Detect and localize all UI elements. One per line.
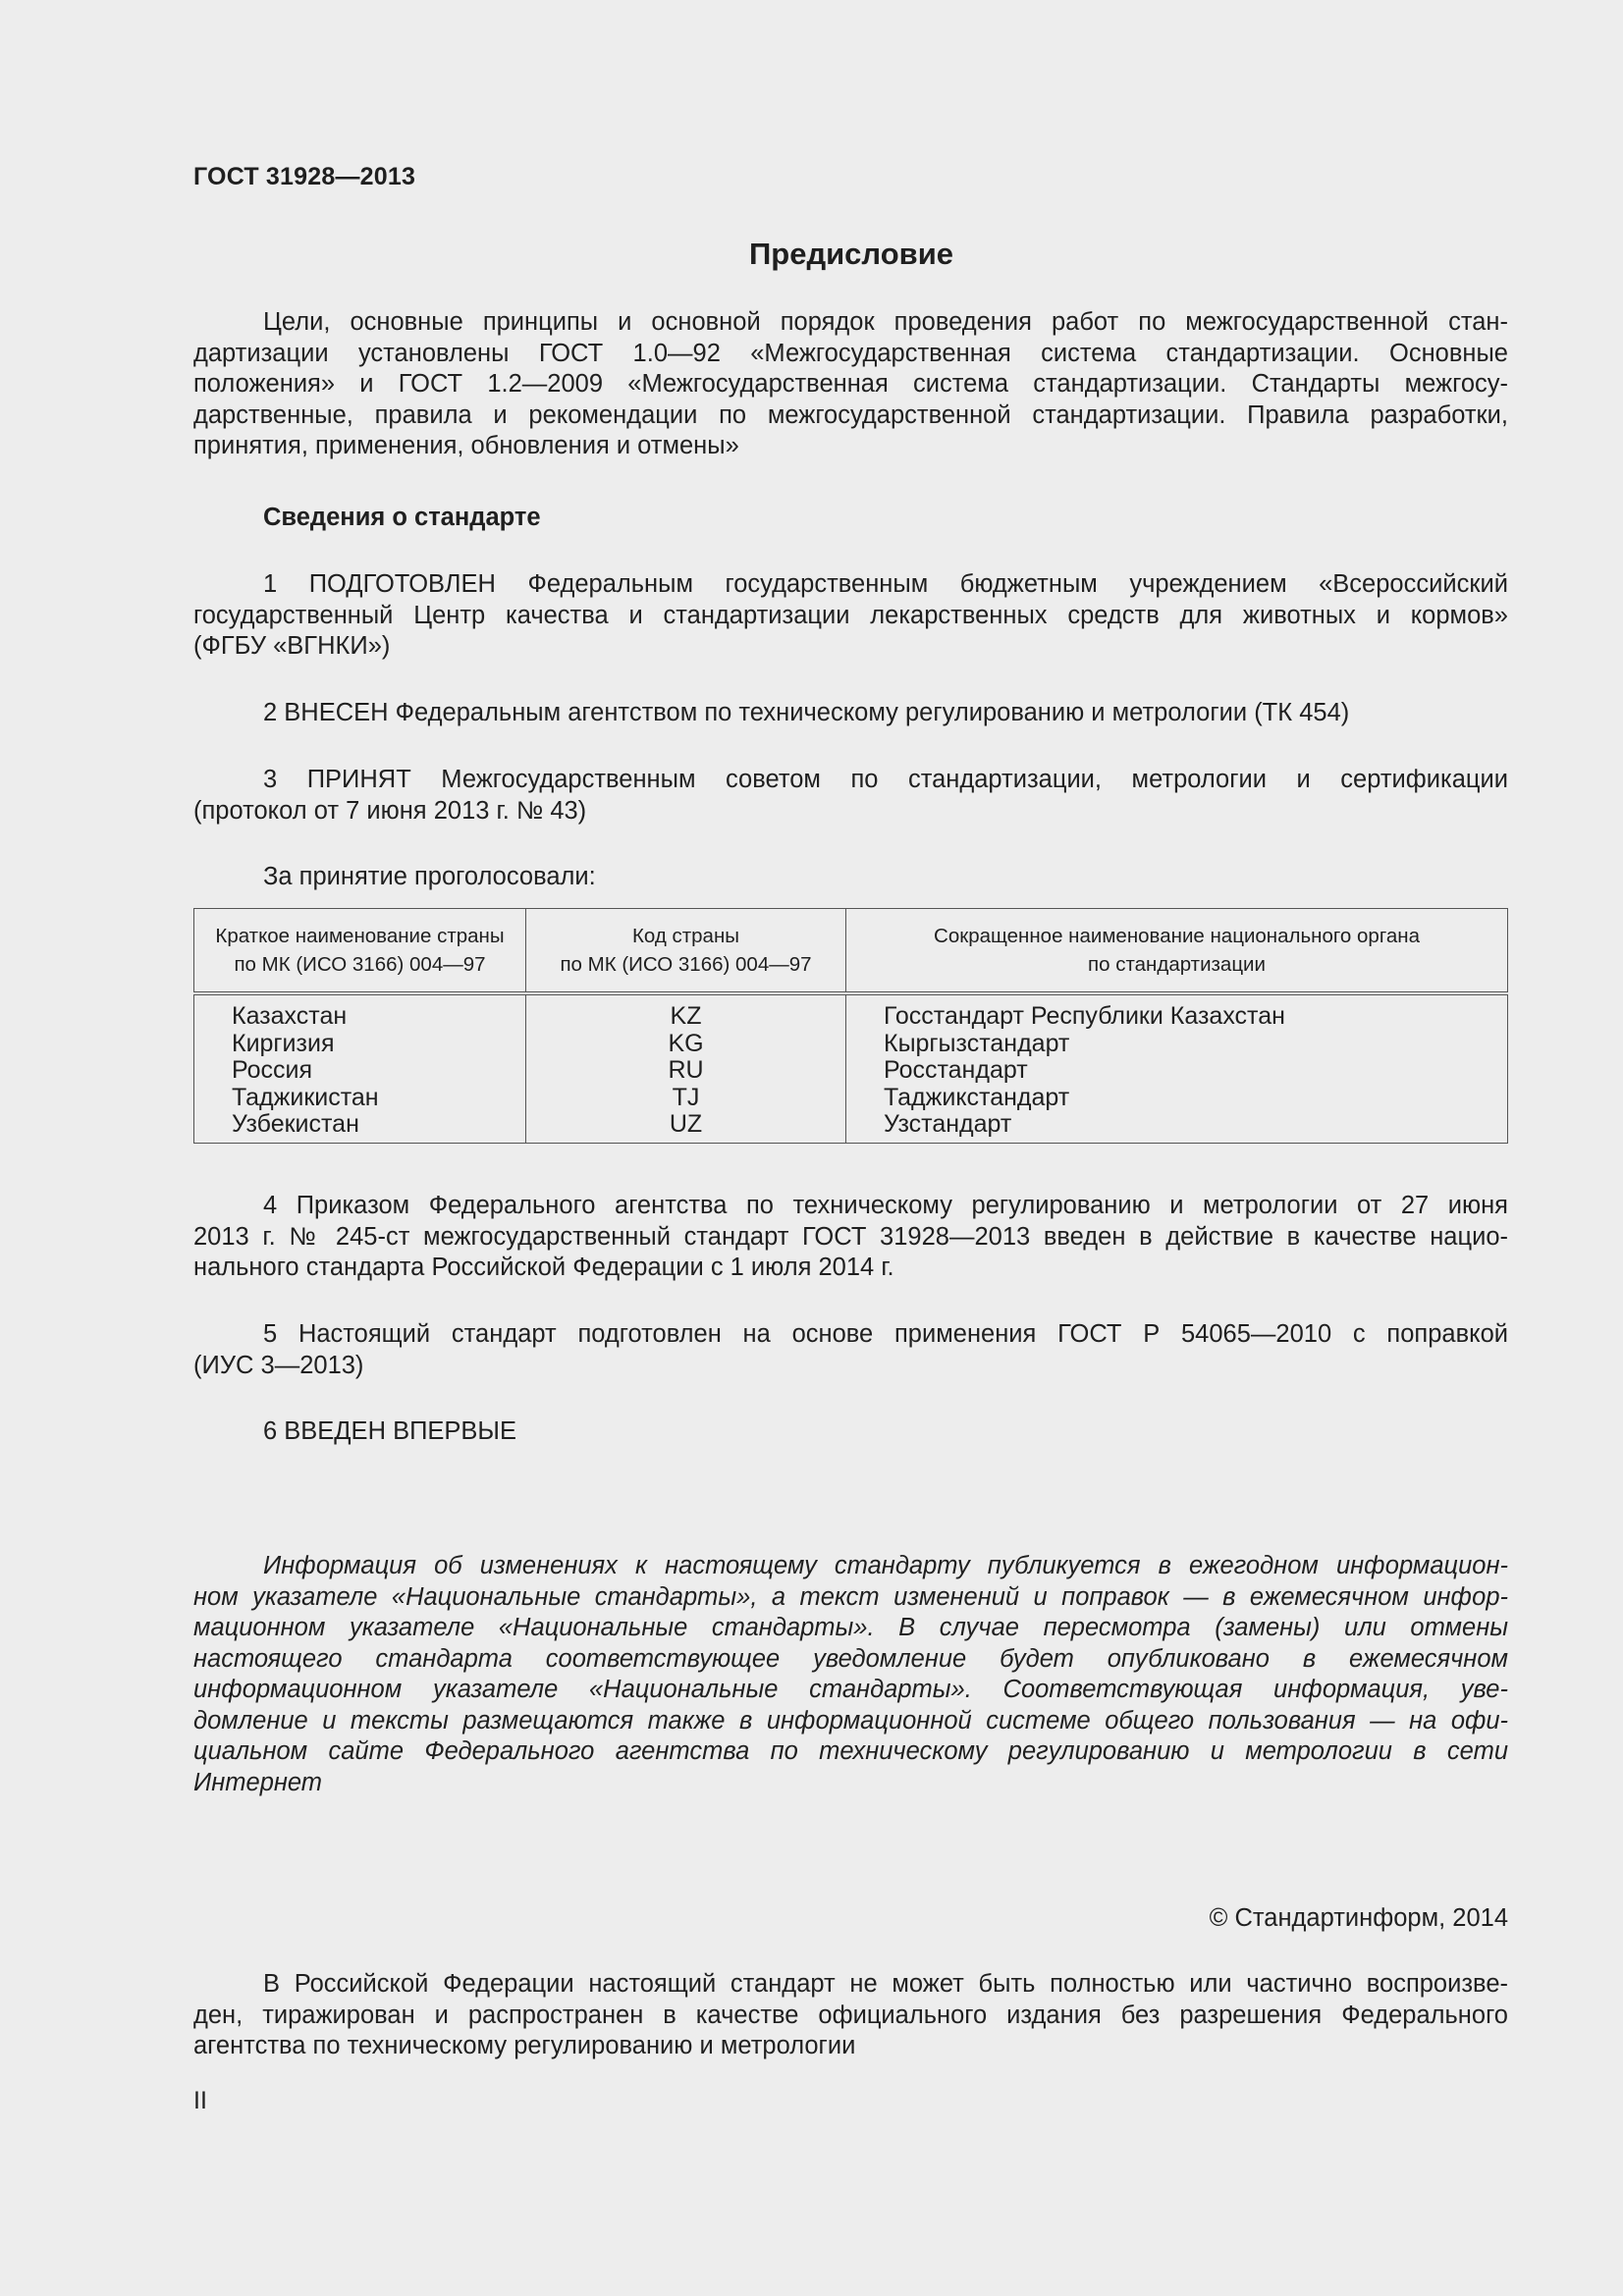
text-line: 5 Настоящий стандарт подготовлен на основе применения ГОСТ Р 54065—2010 с поправкой [263,1320,1508,1348]
text-line: нального стандарта Российской Федерации с 1 июля 2014 г. [193,1254,894,1281]
table-body-row [194,993,1508,1143]
item-1 [193,569,1508,663]
text-line: дартизации установлены ГОСТ 1.0—92 «Межгосударственная система стандартизации. Основные [193,339,1508,367]
text-line: ном указателе «Национальные стандарты», а текст изменений и поправок — в ежемесячном инфор- [193,1582,1508,1611]
item-4 [193,1191,1508,1284]
info-paragraph [193,1551,1508,1798]
item-2 [193,698,1508,729]
text-line: настоящего стандарта соответствующее уведомление будет опубликовано в ежемесячном [193,1644,1508,1673]
rights-paragraph [193,1969,1508,2062]
text-line: 4 Приказом Федерального агентства по техническому регулированию и метрологии от 27 июня [263,1192,1508,1219]
text-line: Цели, основные принципы и основной порядок проведения работ по межгосударственной стан- [263,308,1508,336]
org-name: Узстандарт [884,1110,1012,1138]
text-line: (протокол от 7 июня 2013 г. № 43) [193,796,587,825]
country-code: KG [668,1029,704,1057]
text-line: 2 ВНЕСЕН Федеральным агентством по техническому регулированию и метрологии (ТК 454) [263,699,1350,726]
country-name: Таджикистан [232,1083,379,1111]
header-line: по МК (ИСО 3166) 004—97 [234,953,486,976]
document-header: ГОСТ 31928—2013 [193,163,416,190]
vote-label [193,862,1508,893]
text-line: информационном указателе «Национальные стандарты». Соответствующая информация, уве- [193,1676,1508,1703]
text-line: дарственные, правила и рекомендации по межгосударственной стандартизации. Правила разработки, [193,400,1508,429]
text-line: принятия, применения, обновления и отмены» [193,432,739,459]
org-name: Кыргызстандарт [884,1029,1070,1057]
country-name: Россия [232,1056,312,1084]
column-header-country [194,909,526,994]
vote-table [193,908,1508,1144]
header-line: Краткое наименование страны [215,925,505,947]
page-number: II [193,2087,207,2114]
country-code: KZ [670,1002,702,1030]
header-line: Код страны [631,925,740,947]
item-3 [193,765,1508,827]
country-name: Казахстан [232,1002,348,1030]
text-line: 3 ПРИНЯТ Межгосударственным советом по стандартизации, метрологии и сертификации [263,766,1508,793]
text-line: 6 ВВЕДЕН ВПЕРВЫЕ [263,1417,517,1445]
text-line: домление и тексты размещаются также в информационной системе общего пользования — на офи- [193,1706,1508,1735]
text-line: положения» и ГОСТ 1.2—2009 «Межгосударственная система стандартизации. Стандарты межгосу- [193,370,1508,398]
item-5 [193,1319,1508,1381]
text-line: Интернет [193,1768,323,1796]
text-line: мационном указателе «Национальные стандарты». В случае пересмотра (замены) или отмены [193,1614,1508,1641]
text-line: (ФГБУ «ВГНКИ») [193,632,391,660]
page-title: Предисловие [748,237,953,271]
copyright-notice: © Стандартинформ, 2014 [1209,1904,1508,1932]
org-cell [846,993,1508,1143]
text-line: 2013 г. № 245-ст межгосударственный стандарт ГОСТ 31928—2013 введен в действие в качестве нацио- [193,1222,1508,1251]
country-code: TJ [672,1083,700,1111]
header-line: Сокращенное наименование национального органа [934,925,1420,947]
text-line: В Российской Федерации настоящий стандарт не может быть полностью или частично воспроизве- [263,1970,1508,1998]
text-line: За принятие проголосовали: [263,863,596,890]
item-6 [193,1416,1508,1448]
text-line: циальном сайте Федерального агентства по техническому регулированию и метрологии в сети [193,1737,1508,1765]
text-line: Информация об изменениях к настоящему стандарту публикуется в ежегодном информацион- [263,1552,1508,1579]
column-header-org [846,909,1508,994]
section-heading: Сведения о стандарте [263,504,541,531]
header-line: по стандартизации [1088,953,1266,976]
column-header-code [526,909,846,994]
org-name: Госстандарт Республики Казахстан [884,1002,1285,1030]
text-line: 1 ПОДГОТОВЛЕН Федеральным государственным бюджетным учреждением «Всероссийский [263,570,1508,598]
intro-paragraph [193,307,1508,462]
org-name: Таджикстандарт [884,1083,1070,1111]
text-line: государственный Центр качества и стандартизации лекарственных средств для животных и кормов» [193,601,1508,629]
code-cell [526,993,846,1143]
country-name: Узбекистан [232,1110,359,1138]
header-line: по МК (ИСО 3166) 004—97 [560,953,812,976]
text-line: ден, тиражирован и распространен в качестве официального издания без разрешения Федерального [193,2001,1508,2029]
table-header-row [194,909,1508,994]
country-code: RU [668,1056,704,1084]
text-line: агентства по техническому регулированию и метрологии [193,2032,856,2059]
country-name: Киргизия [232,1029,335,1057]
country-cell [194,993,526,1143]
country-code: UZ [669,1110,703,1138]
text-line: (ИУС 3—2013) [193,1351,364,1379]
org-name: Росстандарт [884,1056,1028,1084]
